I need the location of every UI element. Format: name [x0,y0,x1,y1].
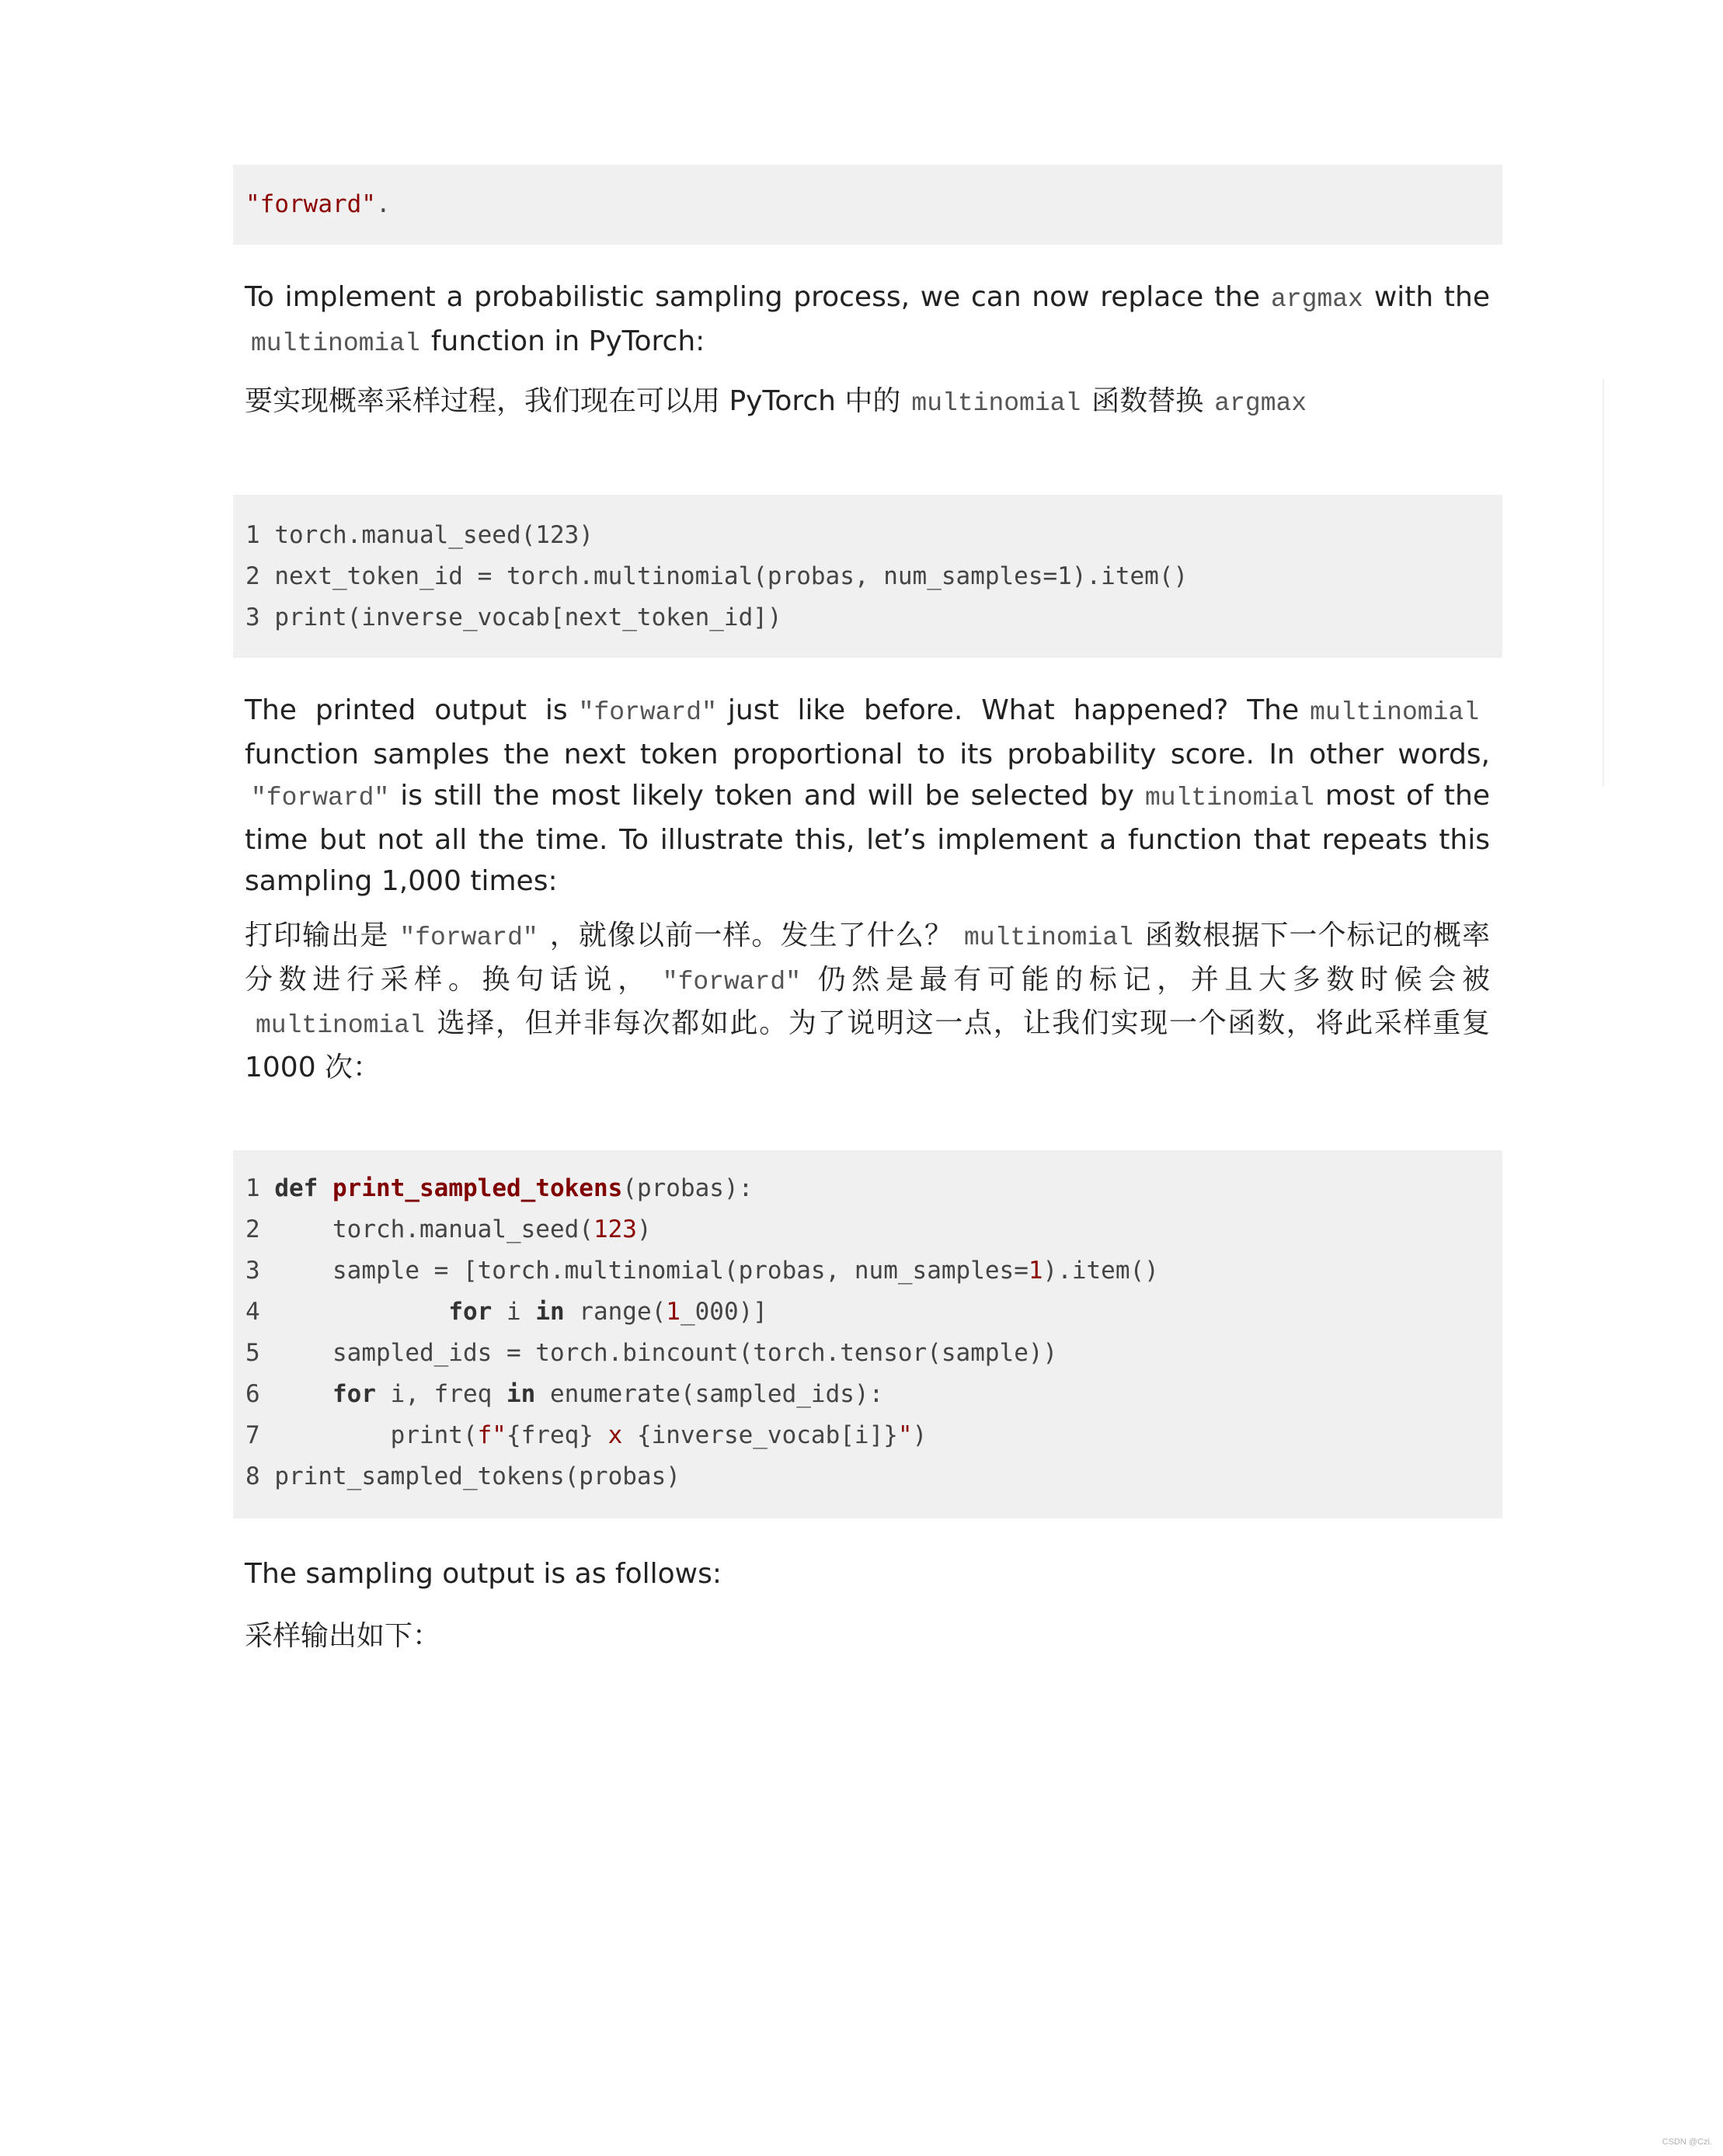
line-number: 1 [245,1174,260,1202]
inline-code: multinomial [1144,784,1314,812]
line-number: 3 [245,1257,260,1285]
inline-code: multinomial [251,329,420,358]
string-literal: "forward" [245,190,376,218]
inline-code: "forward" [251,784,390,812]
code-block-print-sampled-tokens [233,1150,1502,1518]
function-name: print_sampled_tokens [332,1174,623,1202]
inline-code: multinomial [964,923,1133,952]
code-line: 4 for i in range(1_000)] [245,1298,768,1326]
code-line: 2 next_token_id = torch.multinomial(probas, num_samples=1).item() [245,562,1189,590]
inline-code: argmax [1271,285,1363,314]
line-number: 6 [245,1380,260,1408]
code-line: 3 print(inverse_vocab[next_token_id]) [245,603,782,631]
inline-code: multinomial [1310,698,1479,727]
paragraph-cn-replace-argmax: 要实现概率采样过程，我们现在可以用 PyTorch 中的 multinomial 函数替换 argmax [245,381,1490,425]
paragraph-en-replace-argmax: To implement a probabilistic sampling process, we can now replace the argmax with the multinomial function in PyTorch: [245,281,1490,358]
code-line: 1 def print_sampled_tokens(probas): [245,1174,754,1202]
inline-code: multinomial [256,1011,425,1040]
paragraph-en-multinomial-explanation: The printed output is "forward" just like before. What happened? The multinomial function samples the next token proportional to its probability score. In other words, "forward" is still the most likely token and will be selected by multinomial most of the time but not all the time. To illustrate this, let’s implement a function that repeats this sampling 1,000 times: [245,694,1490,897]
code-block-output-fragment [233,165,1502,245]
paragraph-cn-multinomial-explanation: 打印输出是 "forward" ，就像以前一样。发生了什么？ multinomial 函数根据下一个标记的概率分数进行采样。换句话说， "forward" 仍然是最有可能的标记，并且大多数时候会被multinomial 选择，但并非每次都如此。为了说明这一点，让我们实现一个函数，将此采样重复 1000 次： [245,920,1490,1083]
code-line: "forward". [245,190,391,218]
code-block-multinomial-sample [233,495,1502,658]
code-line: 3 sample = [torch.multinomial(probas, num_samples=1).item() [245,1257,1159,1285]
code-line: 7 print(f"{freq} x {inverse_vocab[i]}") [245,1421,928,1449]
code-line: 8 print_sampled_tokens(probas) [245,1462,680,1490]
line-number: 2 [245,562,260,590]
line-number: 7 [245,1421,260,1449]
code-line: 1 torch.manual_seed(123) [245,521,593,549]
code-line: 5 sampled_ids = torch.bincount(torch.tensor(sample)) [245,1339,1058,1367]
paragraph-cn-sampling-output: 采样输出如下： [245,1620,441,1652]
line-number: 4 [245,1298,260,1326]
code-line: 2 torch.manual_seed(123) [245,1215,652,1243]
inline-code: "forward" [399,923,538,952]
code-line: 6 for i, freq in enumerate(sampled_ids): [245,1380,884,1408]
watermark: CSDN @Czi. [1662,2137,1712,2147]
paragraph-en-sampling-output: The sampling output is as follows: [245,1558,722,1590]
line-number: 3 [245,603,260,631]
inline-code: "forward" [662,967,802,996]
inline-code: "forward" [578,698,717,727]
inline-code: multinomial [911,389,1081,418]
line-number: 1 [245,521,260,549]
line-number: 8 [245,1462,260,1490]
scroll-track-line [1603,379,1604,787]
line-number: 5 [245,1339,260,1367]
line-number: 2 [245,1215,260,1243]
inline-code: argmax [1214,389,1307,418]
